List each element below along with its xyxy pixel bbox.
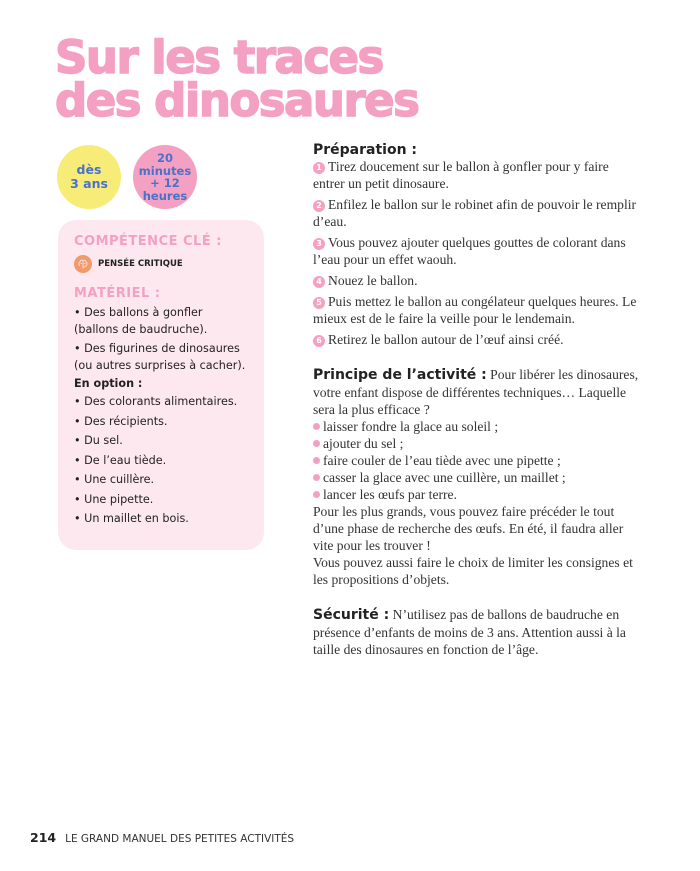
list-item [313, 435, 643, 452]
principe-section [313, 366, 643, 588]
step-item [313, 331, 643, 348]
list-item: • Une pipette. [74, 492, 154, 506]
step-item [313, 272, 643, 289]
list-item-text: faire couler de l’eau tiède avec une pipette ; [323, 453, 561, 468]
duration-badge-line: 20 [156, 151, 173, 165]
list-item: • Du sel. [74, 434, 123, 447]
list-item: • Des récipients. [74, 414, 168, 428]
bullet-icon [313, 491, 320, 498]
list-item-text: ajouter du sel ; [323, 436, 404, 451]
bullet-icon [313, 474, 320, 481]
list-item: • Des ballons à gonfler (ballons de baudruche). [74, 306, 208, 336]
principe-paragraph: Vous pouvez aussi faire le choix de limiter les consignes et les propositions d’objets. [313, 555, 633, 587]
step-text: Tirez doucement sur le ballon à gonfler pour y faire entrer un petit dinosaure. [313, 159, 609, 191]
brain-icon [74, 255, 92, 273]
title-line-1: Sur les traces [55, 31, 383, 84]
step-item [313, 158, 643, 192]
age-badge [57, 145, 121, 209]
bullet-icon [313, 440, 320, 447]
list-item: • Des figurines de dinosaures (ou autres surprises à cacher). [74, 342, 246, 372]
step-number-icon: 3 [313, 238, 325, 250]
list-item: • Un maillet en bois. [74, 512, 189, 525]
principe-paragraph: Pour les plus grands, vous pouvez faire précéder le tout d’une phase de recherche des œufs. En été, il faudra aller vite pour les trouver ! [313, 504, 624, 553]
list-item [313, 469, 643, 486]
list-item: • De l’eau tiède. [74, 453, 167, 467]
list-item [313, 418, 643, 435]
option-heading: En option : [74, 377, 143, 390]
competence-heading: COMPÉTENCE CLÉ : [74, 234, 222, 249]
step-text: Retirez le ballon autour de l’œuf ainsi créé. [328, 332, 564, 347]
step-item [313, 196, 643, 230]
preparation-heading: Préparation : [313, 142, 418, 158]
list-item-text: laisser fondre la glace au soleil ; [323, 419, 499, 434]
step-number-icon: 5 [313, 297, 325, 309]
step-number-icon: 2 [313, 200, 325, 212]
main-content [313, 142, 643, 658]
list-item: • Des colorants alimentaires. [74, 395, 238, 408]
duration-badge-line: heures [142, 188, 188, 203]
step-text: Puis mettez le ballon au congélateur quelques heures. Le mieux est de le faire la veille pour le lendemain. [313, 294, 637, 326]
principe-heading: Principe de l’activité : [313, 367, 487, 383]
page-footer [30, 830, 294, 845]
duration-badge-line: + 12 [150, 176, 180, 190]
step-text: Vous pouvez ajouter quelques gouttes de colorant dans l’eau pour un effet waouh. [313, 235, 626, 267]
materiel-list [74, 305, 248, 374]
age-badge-line: 3 ans [70, 176, 108, 191]
securite-text: N’utilisez pas de ballons de baudruche en présence d’enfants de moins de 3 ans. Attention aussi à la taille des dinosaures en fonction de l’âge. [313, 607, 626, 657]
list-item [313, 486, 643, 503]
list-item: • Une cuillère. [74, 473, 155, 486]
principe-intro: Pour libérer les dinosaures, votre enfant dispose de différentes techniques… Laquelle sera la plus efficace ? [313, 367, 639, 417]
step-number-icon: 4 [313, 276, 325, 288]
duration-badge [133, 145, 197, 209]
step-item [313, 234, 643, 268]
step-number-icon: 1 [313, 162, 325, 174]
preparation-steps [313, 158, 643, 348]
technique-list [313, 418, 643, 503]
duration-badge-line: minutes [138, 163, 192, 178]
bullet-icon [313, 423, 320, 430]
securite-section [313, 606, 643, 658]
list-item-text: casser la glace avec une cuillère, un maillet ; [323, 470, 566, 485]
competence-item [74, 255, 248, 273]
bullet-icon [313, 457, 320, 464]
materiel-heading: MATÉRIEL : [74, 286, 161, 301]
step-text: Enfilez le ballon sur le robinet afin de pouvoir le remplir d’eau. [313, 197, 637, 229]
list-item-text: lancer les œufs par terre. [323, 487, 457, 502]
title-line-2: des dinosaures [55, 74, 419, 127]
list-item [313, 452, 643, 469]
step-number-icon: 6 [313, 335, 325, 347]
competence-label: PENSÉE CRITIQUE [98, 259, 183, 269]
step-text: Nouez le ballon. [328, 273, 418, 288]
info-card [58, 220, 264, 550]
option-list [74, 394, 248, 528]
securite-heading: Sécurité : [313, 607, 390, 623]
page-number: 214 [30, 830, 57, 845]
age-badge-line: dès [76, 162, 102, 177]
step-item [313, 293, 643, 327]
book-title: LE GRAND MANUEL DES PETITES ACTIVITÉS [65, 833, 295, 845]
page-title [55, 31, 515, 127]
